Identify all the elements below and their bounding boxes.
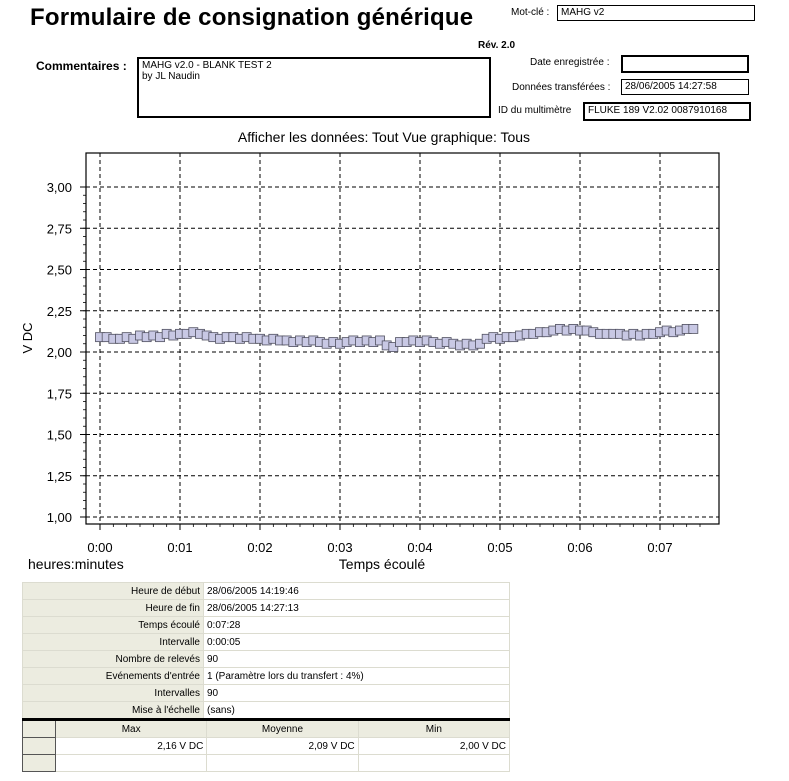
meter-id-label: ID du multimètre — [498, 105, 572, 116]
date-recorded-field[interactable] — [621, 55, 749, 73]
statistics-table — [22, 718, 510, 772]
info-label: Mise à l'échelle — [23, 702, 204, 719]
info-label: Intervalle — [23, 634, 204, 651]
row-stub — [23, 738, 56, 755]
info-label: Heure de début — [23, 583, 204, 600]
min-value: 2,00 V DC — [358, 738, 509, 755]
data-transferred-label: Données transférées : — [512, 82, 611, 93]
y-tick-label: 2,50 — [46, 262, 72, 278]
x-tick-labels — [87, 540, 672, 555]
max-value: 2,16 V DC — [56, 738, 207, 755]
x-tick-label: 0:03 — [327, 540, 353, 555]
keyword-field[interactable]: MAHG v2 — [557, 5, 755, 21]
info-value: 28/06/2005 14:27:13 — [204, 600, 510, 617]
mean-header: Moyenne — [207, 720, 358, 738]
chart-caption: Afficher les données: Tout Vue graphique: Tous — [237, 129, 531, 145]
meter-id-field[interactable]: FLUKE 189 V2.02 0087910168 — [583, 102, 751, 121]
y-tick-labels — [47, 180, 72, 525]
row-stub — [23, 720, 56, 738]
min-header: Min — [358, 720, 509, 738]
y-tick-label: 2,00 — [46, 345, 72, 360]
info-row — [23, 685, 510, 702]
comments-label: Commentaires : — [36, 59, 127, 73]
y-axis-label: V DC — [20, 322, 35, 354]
info-label: Intervalles — [23, 685, 204, 702]
row-stub — [23, 755, 56, 772]
info-label: Nombre de relevés — [23, 651, 204, 668]
empty-cell — [56, 755, 207, 772]
info-row — [23, 668, 510, 685]
info-row — [23, 617, 510, 634]
stats-value-row — [23, 738, 510, 755]
revision-label: Rév. 2.0 — [478, 40, 516, 51]
info-value: (sans) — [204, 702, 510, 719]
info-value: 0:07:28 — [204, 617, 510, 634]
info-row — [23, 651, 510, 668]
empty-cell — [358, 755, 509, 772]
data-transferred-field[interactable]: 28/06/2005 14:27:58 — [621, 79, 749, 95]
info-label: Evénements d'entrée — [23, 668, 204, 685]
x-units-label: heures:minutes — [28, 556, 124, 572]
info-value: 1 (Paramètre lors du transfert : 4%) — [204, 668, 510, 685]
info-value: 0:00:05 — [204, 634, 510, 651]
keyword-label: Mot-clé : — [511, 7, 550, 18]
info-label: Temps écoulé — [23, 617, 204, 634]
voltage-chart — [0, 128, 789, 578]
date-recorded-label: Date enregistrée : — [530, 57, 610, 68]
y-tick-label: 1,00 — [46, 510, 72, 525]
x-tick-label: 0:06 — [567, 540, 593, 555]
x-tick-label: 0:07 — [647, 540, 673, 555]
recording-info-table — [22, 582, 510, 719]
stats-header-row — [23, 720, 510, 738]
info-row — [23, 600, 510, 617]
info-row — [23, 702, 510, 719]
y-tick-label: 1,25 — [46, 468, 72, 484]
comments-field[interactable] — [137, 57, 491, 118]
mean-value: 2,09 V DC — [207, 738, 358, 755]
y-tick-label: 1,75 — [46, 386, 72, 402]
x-tick-label: 0:01 — [167, 540, 193, 555]
y-tick-label: 2,75 — [46, 221, 72, 237]
x-tick-label: 0:02 — [247, 540, 273, 555]
x-tick-label: 0:04 — [407, 540, 433, 555]
stats-empty-row — [23, 755, 510, 772]
data-point — [689, 324, 698, 333]
comments-line: by JL Naudin — [142, 71, 200, 82]
max-header: Max — [56, 720, 207, 738]
info-value: 28/06/2005 14:19:46 — [204, 583, 510, 600]
page-title: Formulaire de consignation générique — [30, 4, 474, 31]
x-tick-label: 0:00 — [87, 540, 113, 555]
y-tick-label: 2,25 — [46, 303, 72, 319]
x-axis-label: Temps écoulé — [338, 556, 426, 572]
info-value: 90 — [204, 685, 510, 702]
info-row — [23, 583, 510, 600]
info-label: Heure de fin — [23, 600, 204, 617]
empty-cell — [207, 755, 358, 772]
x-tick-label: 0:05 — [487, 540, 513, 555]
y-tick-label: 3,00 — [46, 180, 72, 195]
comments-line: MAHG v2.0 - BLANK TEST 2 — [142, 60, 272, 71]
info-value: 90 — [204, 651, 510, 668]
y-tick-label: 1,50 — [46, 427, 72, 443]
info-row — [23, 634, 510, 651]
